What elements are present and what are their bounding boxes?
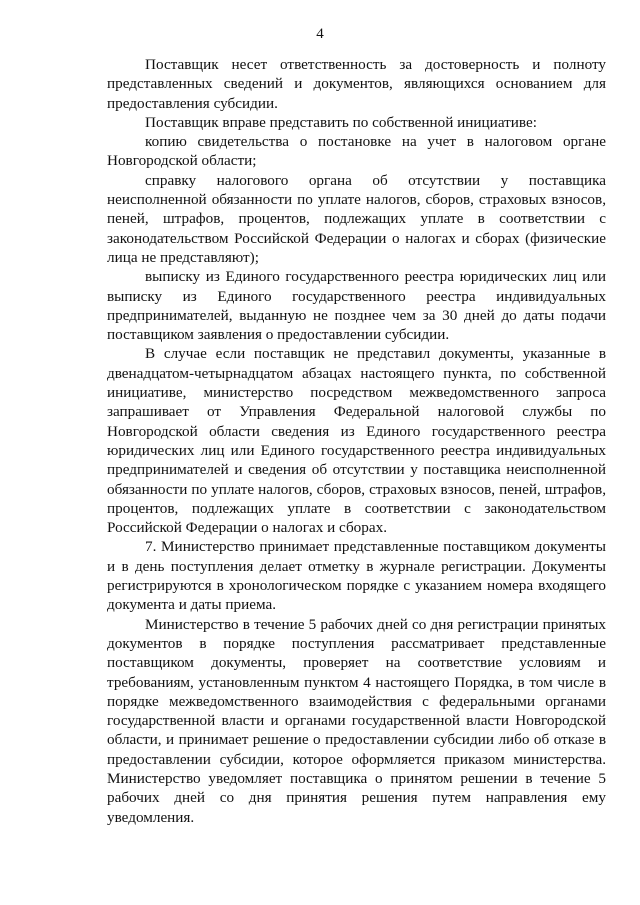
paragraph-registry-extract: выписку из Единого государственного реестра юридических лиц или выписку из Единого государственного реестра индивидуальных предпринимателей, выданную не позднее чем за 30 дней до даты подачи поставщиком заявления о предоставлении субсидии. — [107, 268, 606, 344]
paragraph-tax-certificate: справку налогового органа об отсутствии у поставщика неисполненной обязанности по уплате налогов, сборов, страховых взносов, пеней, штрафов, процентов, подлежащих уплате в соответствии с законодательством Российской Федерации о налогах и сборах (физические лица не представляют); — [107, 171, 606, 266]
paragraph-tax-registration-copy: копию свидетельства о постановке на учет в налоговом органе Новгородской области; — [107, 133, 606, 170]
paragraph-item-7: 7. Министерство принимает представленные поставщиком документы и в день поступления делает отметку в журнале регистрации. Документы регистрируются в хронологическом порядке с указанием номера входящего документа и даты приема. — [107, 538, 606, 614]
document-body — [107, 55, 606, 827]
paragraph-own-initiative: Поставщик вправе представить по собственной инициативе: — [145, 113, 537, 131]
paragraph-review-decision: Министерство в течение 5 рабочих дней со дня регистрации принятых документов в порядке поступления рассматривает представленные поставщиком документы, проверяет на соответствие условиям и требованиям, установленным пунктом 4 настоящего Порядка, в том числе в порядке межведомственного взаимодействия с федеральными органами государственной власти и органами государственной власти Новгородской области, и принимает решение о предоставлении субсидии либо об отказе в предоставлении субсидии, которое оформляется приказом министерства. Министерство уведомляет поставщика о принятом решении в течение 5 рабочих дней со дня принятия решения путем направления ему уведомления. — [107, 615, 606, 826]
paragraph-interagency-request: В случае если поставщик не представил документы, указанные в двенадцатом-четырнадцатом абзацах настоящего пункта, по собственной инициативе, министерство посредством межведомственного запроса запрашивает от Управления Федеральной налоговой службы по Новгородской области сведения из Единого государственного реестра юридических лиц или Единого государственного реестра индивидуальных предпринимателей и сведения об отсутствии у поставщика неисполненной обязанности по уплате налогов, сборов, страховых взносов, пеней, штрафов, процентов, подлежащих уплате в соответствии с законодательством Российской Федерации о налогах и сборах. — [107, 345, 606, 537]
page-number: 4 — [316, 26, 324, 42]
paragraph-responsibility: Поставщик несет ответственность за достоверность и полноту представленных сведений и документов, являющихся основанием для предоставления субсидии. — [107, 56, 606, 112]
